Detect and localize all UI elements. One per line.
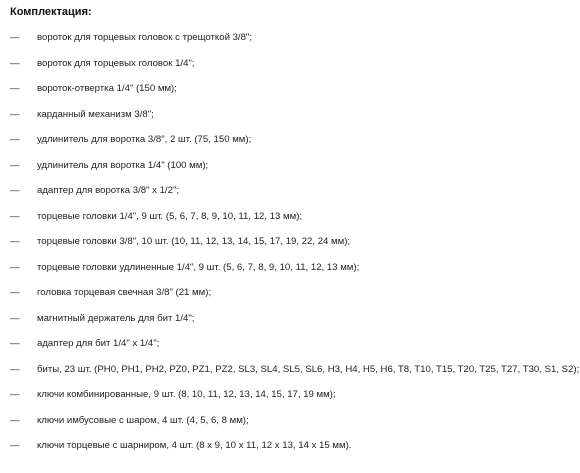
list-item-text: вороток для торцевых головок 1/4"; bbox=[37, 57, 195, 69]
list-item-text: торцевые головки 1/4", 9 шт. (5, 6, 7, 8, 9, 10, 11, 12, 13 мм); bbox=[37, 210, 303, 222]
bullet-dash: — bbox=[10, 57, 20, 69]
list-item-text: ключи торцевые с шарниром, 4 шт. (8 x 9, 10 x 11, 12 x 13, 14 x 15 мм). bbox=[37, 440, 352, 451]
list-item-text: ключи имбусовые с шаром, 4 шт. (4, 5, 6, 8 мм); bbox=[37, 414, 249, 426]
bullet-dash: — bbox=[10, 363, 20, 375]
bullet-dash: — bbox=[10, 108, 20, 120]
bullet-dash: — bbox=[10, 338, 20, 349]
list-item-text: магнитный держатель для бит 1/4"; bbox=[37, 312, 195, 324]
list-item-text: удлинитель для воротка 3/8", 2 шт. (75, 150 мм); bbox=[37, 134, 252, 145]
bullet-dash: — bbox=[10, 185, 20, 196]
list-item-text: биты, 23 шт. (PH0, PH1, PH2, PZ0, PZ1, PZ2, SL3, SL4, SL5, SL6, H3, H4, H5, H6, T8, T10, T15, T20, T25, T27, T30, S1, S2); bbox=[37, 363, 580, 375]
list-item-text: ключи комбинированные, 9 шт. (8, 10, 11, 12, 13, 14, 15, 17, 19 мм); bbox=[37, 389, 336, 400]
bullet-dash: — bbox=[10, 83, 20, 94]
list-item-text: адаптер для бит 1/4" x 1/4"; bbox=[37, 338, 160, 349]
list-item-text: адаптер для воротка 3/8" x 1/2"; bbox=[37, 185, 180, 196]
list-item-text: торцевые головки удлиненные 1/4", 9 шт. (5, 6, 7, 8, 9, 10, 11, 12, 13 мм); bbox=[37, 261, 360, 273]
list-item-text: вороток для торцевых головок с трещоткой 3/8"; bbox=[37, 32, 253, 43]
bullet-dash: — bbox=[10, 389, 20, 400]
list-item-text: головка торцевая свечная 3/8" (21 мм); bbox=[37, 287, 212, 298]
list-item-text: вороток-отвертка 1/4" (150 мм); bbox=[37, 83, 177, 94]
bullet-dash: — bbox=[10, 32, 20, 43]
list-item-text: удлинитель для воротка 1/4" (100 мм); bbox=[37, 159, 209, 171]
bullet-dash: — bbox=[10, 414, 20, 426]
bullet-dash: — bbox=[10, 159, 20, 171]
list-item-text: торцевые головки 3/8", 10 шт. (10, 11, 12, 13, 14, 15, 17, 19, 22, 24 мм); bbox=[37, 236, 351, 247]
bullet-dash: — bbox=[10, 312, 20, 324]
bullet-dash: — bbox=[10, 287, 20, 298]
bullet-dash: — bbox=[10, 261, 20, 273]
list-item-text: карданный механизм 3/8"; bbox=[37, 108, 154, 120]
bullet-dash: — bbox=[10, 440, 20, 451]
bullet-dash: — bbox=[10, 210, 20, 222]
bullet-dash: — bbox=[10, 134, 20, 145]
bullet-dash: — bbox=[10, 236, 20, 247]
section-heading: Комплектация: bbox=[10, 6, 92, 18]
